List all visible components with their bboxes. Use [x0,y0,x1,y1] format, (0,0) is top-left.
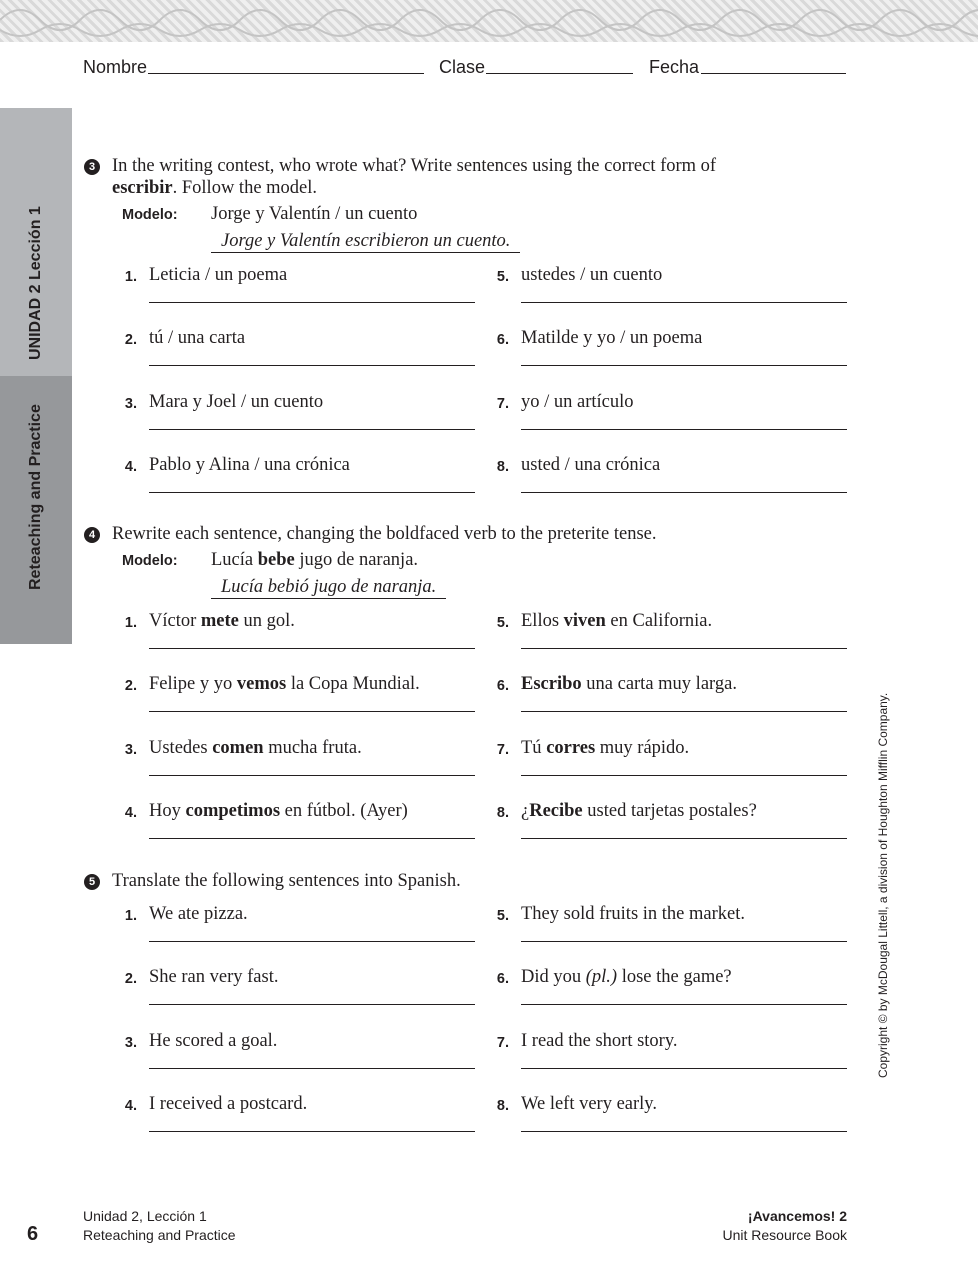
activity-4-instruction: Rewrite each sentence, changing the boldfaced verb to the preterite tense. [112,524,657,544]
item-prompt: They sold fruits in the market. [521,904,746,924]
item-number: 5. [496,615,509,631]
item-number: 3. [124,741,137,758]
item-number: 6. [496,971,509,988]
page-number: 6 [27,1223,39,1245]
item-prompt: Matilde y yo / un poema [521,328,703,349]
item-prompt: Felipe y yo vemos la Copa Mundial. [149,674,420,695]
item-number: 8. [496,1097,509,1114]
item-prompt: Víctor mete un gol. [149,611,295,631]
activity-3-number: 3 [84,159,100,175]
item-prompt: Ellos viven en California. [521,611,713,631]
item-prompt: ustedes / un cuento [521,265,663,285]
item-number: 5. [496,908,509,924]
item-number: 2. [124,971,137,988]
activity-5-instruction: Translate the following sentences into Spanish. [112,871,461,891]
nombre-field[interactable] [148,73,424,74]
item-prompt: Leticia / un poema [149,265,288,285]
item-prompt: I received a postcard. [149,1093,308,1114]
footer-section: Reteaching and Practice [83,1227,236,1243]
answer-line[interactable] [149,1004,475,1005]
item-prompt: Mara y Joel / un cuento [149,391,324,412]
copyright-notice: Copyright © by McDougal Littell, a division of Houghton Mifflin Company. [876,692,890,1078]
answer-line[interactable] [149,492,475,493]
answer-line[interactable] [521,711,847,712]
activity-3-instruction: In the writing contest, who wrote what? Write sentences using the correct form of escribir. Follow the model. [112,156,717,198]
answer-line[interactable] [521,648,847,649]
item-number: 2. [124,332,137,349]
item-number: 7. [496,395,509,412]
activity-4-modelo-prompt: Lucía bebe jugo de naranja. [211,550,419,570]
answer-line[interactable] [521,1004,847,1005]
answer-line[interactable] [149,1068,475,1069]
item-prompt: tú / una carta [149,328,246,349]
item-number: 1. [124,269,137,285]
activity-4-modelo-label: Modelo: [122,553,178,569]
item-number: 4. [124,804,137,821]
answer-line[interactable] [149,648,475,649]
item-number: 2. [124,678,137,695]
item-prompt: Did you (pl.) lose the game? [521,967,732,988]
answer-line[interactable] [521,838,847,839]
answer-line[interactable] [149,941,475,942]
item-prompt: He scored a goal. [149,1030,278,1051]
item-number: 3. [124,1034,137,1051]
answer-line[interactable] [521,775,847,776]
answer-line[interactable] [149,711,475,712]
item-prompt: usted / una crónica [521,454,661,475]
item-number: 7. [496,1034,509,1051]
item-prompt: We left very early. [521,1093,657,1114]
answer-line[interactable] [521,1068,847,1069]
clase-label: Clase [439,57,486,77]
footer-unit: Unidad 2, Lección 1 [83,1208,207,1224]
item-number: 4. [124,458,137,475]
fecha-field[interactable] [701,73,846,74]
activity-3-modelo-label: Modelo: [122,207,178,223]
answer-line[interactable] [149,302,475,303]
answer-line[interactable] [149,775,475,776]
item-number: 6. [496,678,509,695]
decorative-pattern [0,0,978,42]
answer-line[interactable] [149,365,475,366]
item-number: 7. [496,741,509,758]
item-prompt: Tú corres muy rápido. [521,737,690,758]
item-prompt: yo / un artículo [521,391,634,412]
decorative-header-band [0,0,978,42]
activity-5-number: 5 [84,874,100,890]
item-number: 3. [124,395,137,412]
item-prompt: Ustedes comen mucha fruta. [149,737,362,758]
clase-field[interactable] [486,73,633,74]
nombre-label: Nombre [83,57,148,77]
answer-line[interactable] [149,1131,475,1132]
item-prompt: Hoy competimos en fútbol. (Ayer) [149,800,408,821]
item-prompt: She ran very fast. [149,967,279,988]
activity-4-modelo-answer: Lucía bebió jugo de naranja. [211,577,446,599]
answer-line[interactable] [521,492,847,493]
footer-left [83,1207,236,1245]
activity-3-modelo-prompt: Jorge y Valentín / un cuento [211,204,418,224]
footer-book-title: ¡Avancemos! 2 [747,1208,847,1224]
item-number: 8. [496,458,509,475]
item-number: 1. [124,615,137,631]
item-prompt: I read the short story. [521,1030,678,1051]
answer-line[interactable] [521,429,847,430]
answer-line[interactable] [521,1131,847,1132]
fecha-label: Fecha [649,57,700,77]
activity-3-modelo-answer: Jorge y Valentín escribieron un cuento. [211,231,520,253]
item-number: 5. [496,269,509,285]
answer-line[interactable] [521,302,847,303]
answer-line[interactable] [149,429,475,430]
item-number: 6. [496,332,509,349]
section-tab-label: Reteaching and Practice [27,404,44,590]
footer-book-subtitle: Unit Resource Book [722,1227,847,1243]
item-number: 1. [124,908,137,924]
activity-4-number: 4 [84,527,100,543]
answer-line[interactable] [521,365,847,366]
unit-tab-label: UNIDAD 2 Lección 1 [27,206,44,360]
item-prompt: We ate pizza. [149,904,248,924]
item-prompt: Pablo y Alina / una crónica [149,454,350,475]
item-prompt: ¿Recibe usted tarjetas postales? [521,800,757,821]
answer-line[interactable] [521,941,847,942]
item-prompt: Escribo una carta muy larga. [521,674,737,695]
item-number: 8. [496,804,509,821]
item-number: 4. [124,1097,137,1114]
answer-line[interactable] [149,838,475,839]
footer-right [722,1207,847,1245]
